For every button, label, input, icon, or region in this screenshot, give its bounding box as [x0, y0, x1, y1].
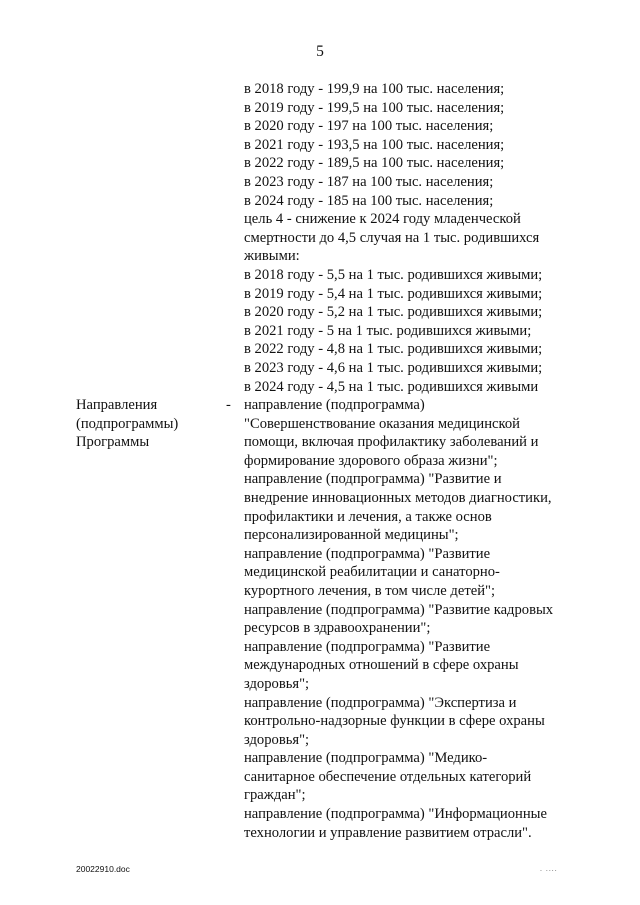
direction-line: здоровья"; [244, 731, 310, 748]
direction-line: направление (подпрограмма) "Развитие [244, 545, 491, 562]
direction-line: медицинской реабилитации и санаторно- [244, 564, 500, 581]
direction-line: направление (подпрограмма) "Медико- [244, 750, 488, 767]
direction-line: профилактики и лечения, а также основ [244, 508, 492, 525]
target-line: смертности до 4,5 случая на 1 тыс. родившихся [244, 229, 540, 246]
direction-line: направление (подпрограмма) "Развитие и [244, 471, 502, 488]
direction-line: помощи, включая профилактику заболеваний и [244, 434, 539, 451]
directions-block [244, 396, 584, 842]
target-line: в 2021 году - 193,5 на 100 тыс. населения; [244, 136, 505, 153]
page-number: 5 [316, 43, 324, 60]
target-line: в 2020 году - 5,2 на 1 тыс. родившихся живыми; [244, 304, 543, 321]
target-line: в 2022 году - 189,5 на 100 тыс. населения; [244, 155, 505, 172]
target-line: в 2018 году - 199,9 на 100 тыс. населения; [244, 81, 505, 97]
direction-line: направление (подпрограмма) [244, 397, 425, 413]
directions-label-line: Программы [76, 434, 150, 451]
target-line: в 2022 году - 4,8 на 1 тыс. родившихся живыми; [244, 341, 543, 358]
targets-block [244, 80, 584, 396]
direction-line: контрольно-надзорные функции в сфере охраны [244, 713, 545, 730]
direction-line: здоровья"; [244, 675, 310, 692]
directions-label [76, 396, 236, 452]
target-line: в 2019 году - 199,5 на 100 тыс. населения; [244, 99, 505, 116]
direction-line: ресурсов в здравоохранении"; [244, 620, 431, 637]
direction-line: направление (подпрограмма) "Экспертиза и [244, 694, 517, 711]
direction-line: направление (подпрограмма) "Информационные [244, 806, 547, 823]
target-line: в 2021 году - 5 на 1 тыс. родившихся живыми; [244, 322, 532, 339]
direction-line: персонализированной медицины"; [244, 527, 459, 544]
direction-line: направление (подпрограмма) "Развитие [244, 638, 491, 655]
direction-line: курортного лечения, в том числе детей"; [244, 582, 496, 599]
footer-marks: . .... [540, 866, 558, 873]
direction-line: "Совершенствование оказания медицинской [244, 415, 520, 432]
direction-line: направление (подпрограмма) "Развитие кадровых [244, 601, 554, 618]
target-line: в 2018 году - 5,5 на 1 тыс. родившихся живыми; [244, 266, 543, 283]
document-code: 20022910.doc [76, 864, 130, 874]
directions-label-line: (подпрограммы) [76, 415, 179, 432]
direction-line: международных отношений в сфере охраны [244, 657, 519, 674]
target-line: в 2023 году - 187 на 100 тыс. населения; [244, 173, 494, 190]
target-line: в 2019 году - 5,4 на 1 тыс. родившихся живыми; [244, 285, 543, 302]
direction-line: технологии и управление развитием отрасли". [244, 824, 532, 841]
direction-line: формирование здорового образа жизни"; [244, 452, 498, 469]
target-line: цель 4 - снижение к 2024 году младенческой [244, 211, 521, 228]
target-line: в 2020 году - 197 на 100 тыс. населения; [244, 118, 494, 135]
direction-line: внедрение инновационных методов диагностики, [244, 489, 552, 506]
target-line: в 2023 году - 4,6 на 1 тыс. родившихся живыми; [244, 359, 543, 376]
direction-line: санитарное обеспечение отдельных категорий [244, 768, 532, 785]
target-line: живыми: [244, 248, 300, 265]
target-line: в 2024 году - 4,5 на 1 тыс. родившихся живыми [244, 378, 539, 395]
target-line: в 2024 году - 185 на 100 тыс. населения; [244, 192, 494, 209]
directions-label-line: Направления [76, 397, 158, 413]
label-dash: - [226, 397, 231, 413]
direction-line: граждан"; [244, 787, 306, 804]
